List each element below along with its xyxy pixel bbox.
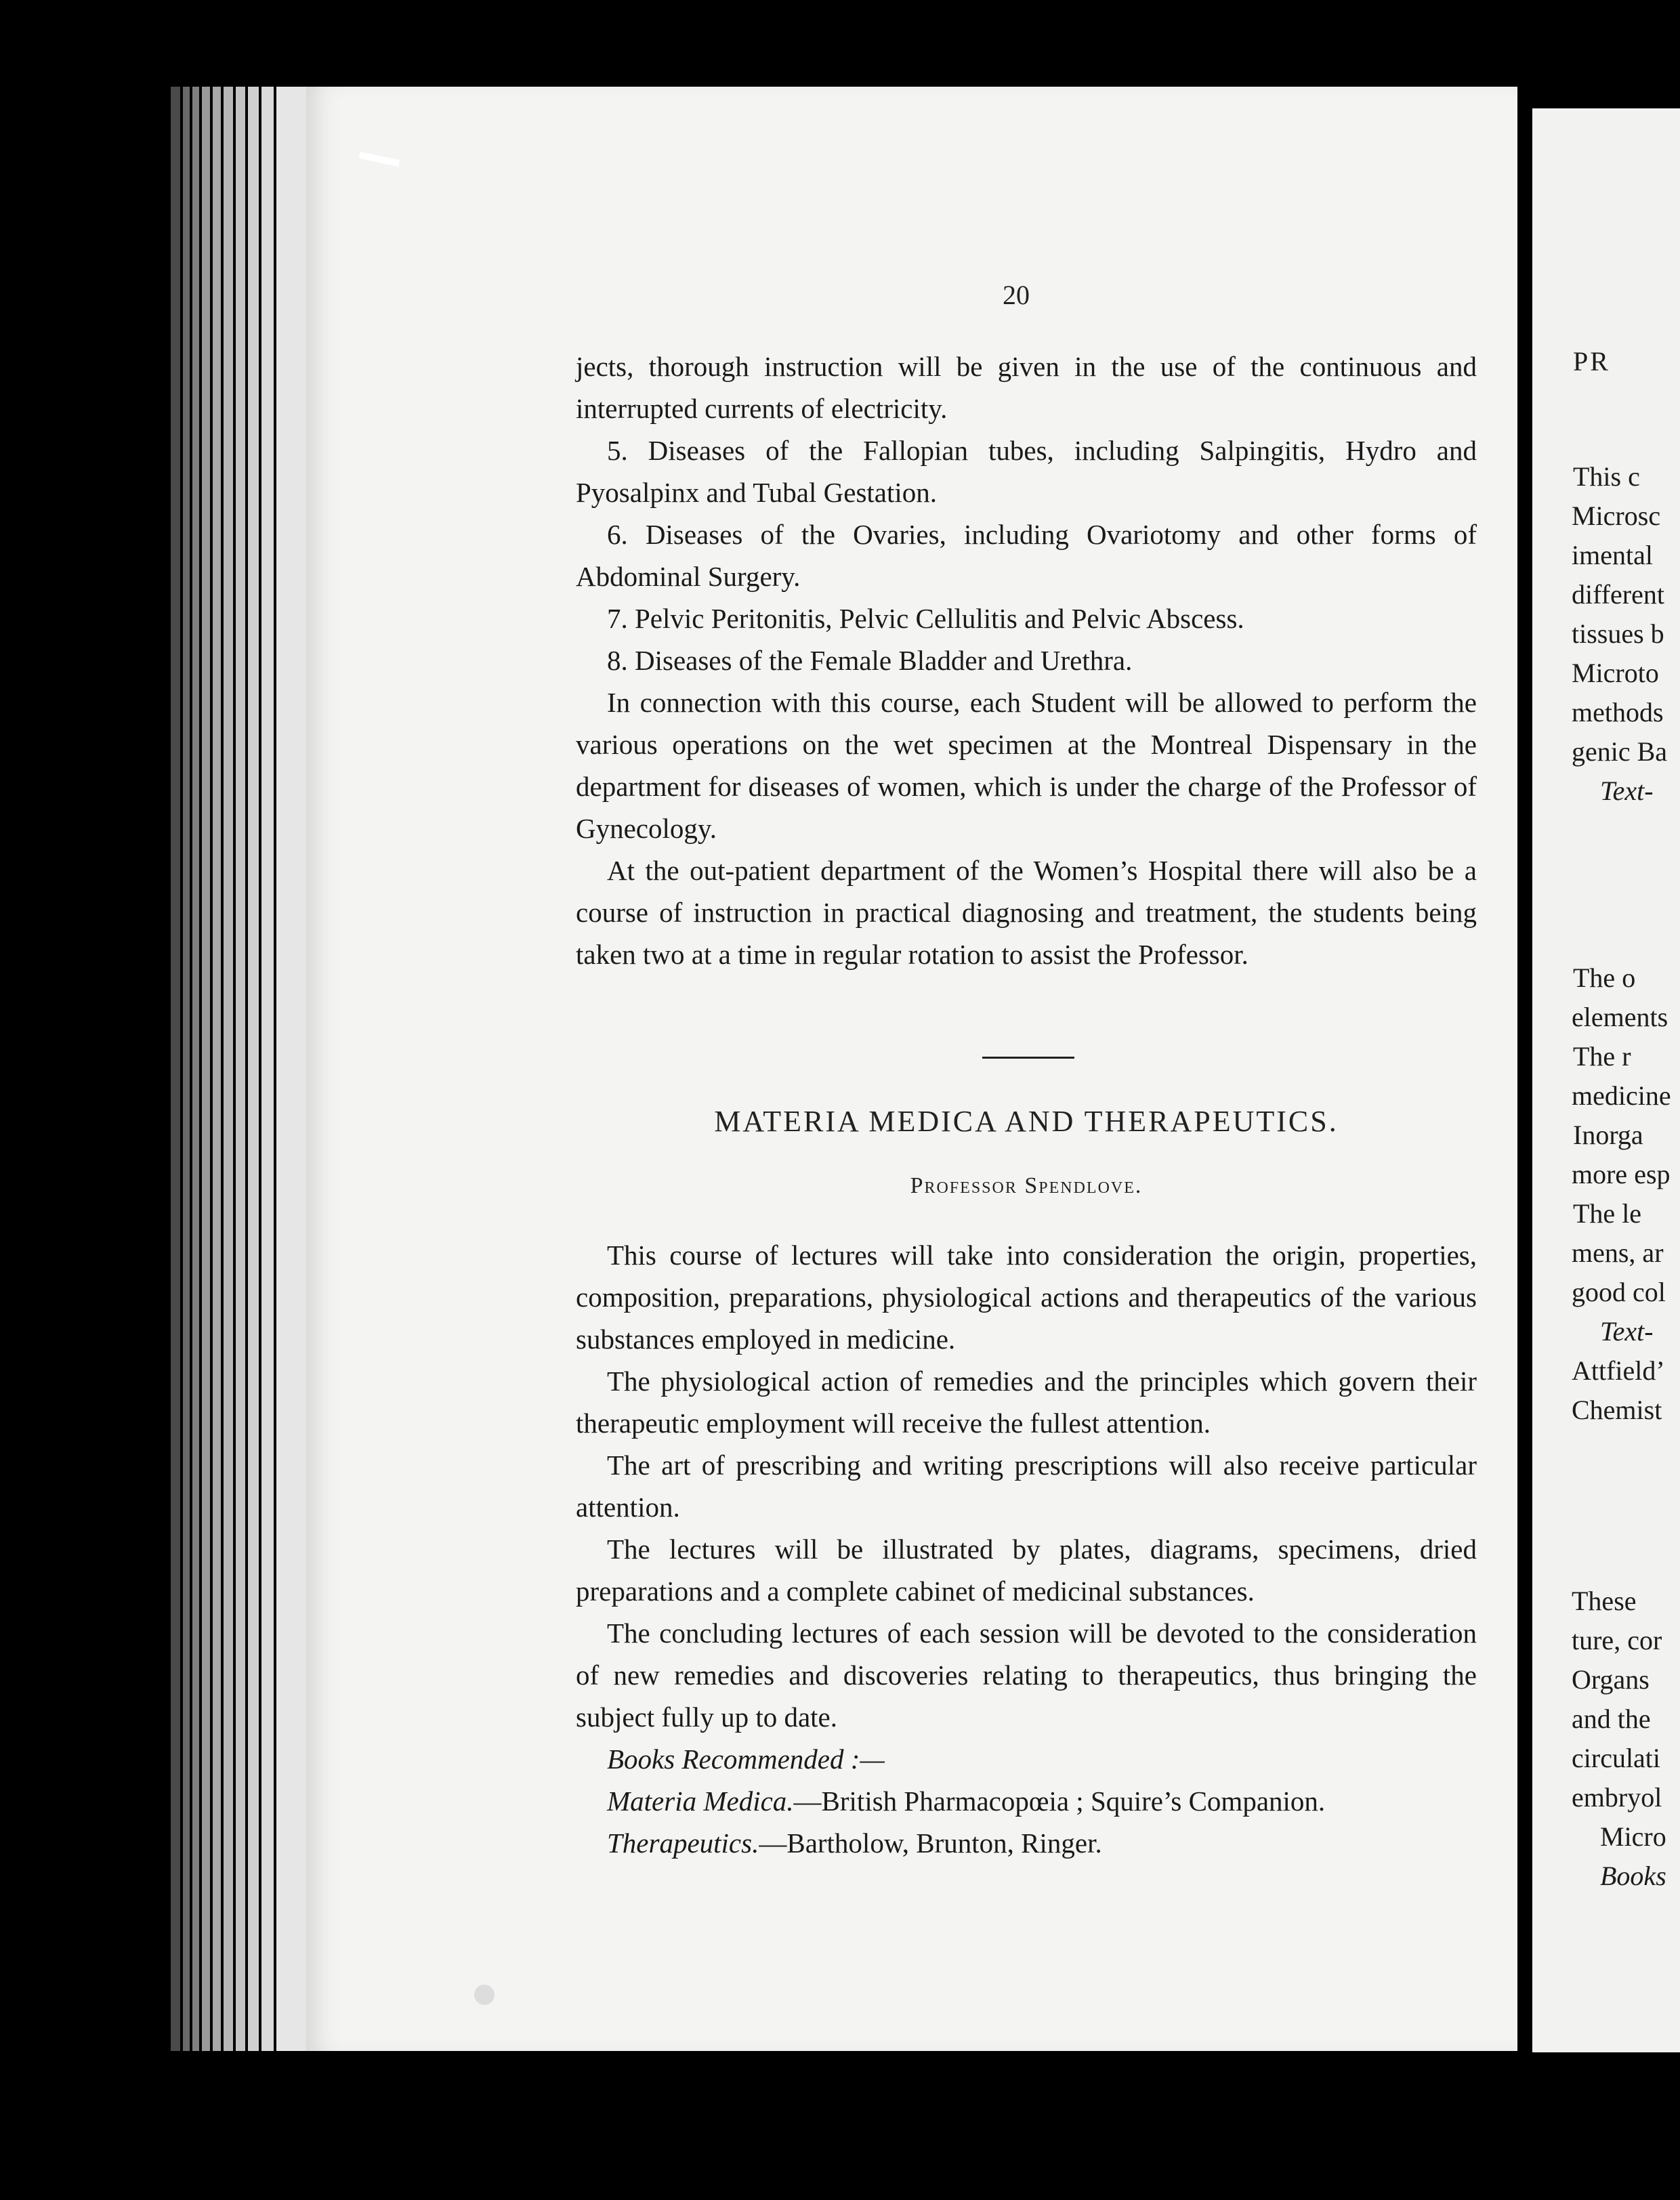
- right-fragment: methods: [1572, 697, 1664, 727]
- page-edge-stack: [171, 87, 306, 2051]
- right-fragment: Micro: [1600, 1821, 1666, 1852]
- right-fragment: genic Ba: [1572, 736, 1668, 767]
- section-title: MATERIA MEDICA AND THERAPEUTICS.: [714, 1105, 1339, 1138]
- right-fragment: This c: [1573, 461, 1640, 492]
- right-fragment: more esp: [1572, 1159, 1671, 1189]
- paragraph-physiological: The physiological action of remedies and the principles which govern their therapeutic employment will receive the fullest attention.: [576, 1366, 1477, 1439]
- professor-name: Professor Spendlove.: [910, 1173, 1143, 1198]
- right-fragment: Inorga: [1573, 1120, 1643, 1150]
- paragraph-course: This course of lectures will take into consideration the origin, properties, composition, preparations, physiological actions and therapeutics of the various substances employed in medicine.: [576, 1240, 1477, 1355]
- right-fragment: Microsc: [1572, 501, 1661, 531]
- right-fragment: PR: [1573, 346, 1610, 377]
- paragraph-connection: In connection with this course, each Student will be allowed to perform the various operations on the wet specimen at the Montreal Dispensary in the department for diseases of women, which is under the charge of the Professor of Gynecology.: [576, 687, 1477, 844]
- right-fragment: Text-: [1600, 776, 1654, 806]
- right-fragment: The o: [1573, 962, 1636, 993]
- right-fragment: mens, ar: [1572, 1238, 1664, 1268]
- paragraph-concluding: The concluding lectures of each session will be devoted to the consideration of new remedies and discoveries relating to therapeutics, thus bringing the subject fully up to date.: [576, 1617, 1477, 1733]
- paragraph-illustrated: The lectures will be illustrated by plates, diagrams, specimens, dried preparations and a complete cabinet of medicinal substances.: [576, 1533, 1477, 1607]
- right-fragment: different: [1572, 579, 1664, 610]
- section-divider: [982, 1057, 1074, 1059]
- list-item-5: 5. Diseases of the Fallopian tubes, including Salpingitis, Hydro and Pyosalpinx and Tubal Gestation.: [576, 435, 1477, 508]
- right-fragment: Chemist: [1572, 1395, 1662, 1425]
- right-fragment: Organs: [1572, 1664, 1650, 1695]
- right-fragment: medicine: [1572, 1080, 1671, 1111]
- right-fragment: elements: [1572, 1002, 1668, 1032]
- materia-label: Materia Medica.: [607, 1785, 794, 1817]
- paragraph-prescribing: The art of prescribing and writing prescriptions will also receive particular attention.: [576, 1450, 1477, 1523]
- right-fragment: circulati: [1572, 1743, 1661, 1773]
- right-fragment: imental: [1572, 540, 1653, 570]
- therapeutics-label: Therapeutics.: [607, 1827, 759, 1859]
- top-text: [576, 345, 1477, 975]
- right-fragment: and the: [1572, 1704, 1651, 1734]
- paragraph-continued: jects, thorough instruction will be given in the use of the continuous and interrupted currents of electricity.: [576, 351, 1477, 424]
- list-item-8: 8. Diseases of the Female Bladder and Urethra.: [607, 645, 1133, 676]
- book-gutter: [1517, 87, 1532, 2051]
- books-recommended: [576, 1738, 1477, 1780]
- right-fragment: The le: [1573, 1198, 1642, 1229]
- list-item-6: 6. Diseases of the Ovaries, including Ovariotomy and other forms of Abdominal Surgery.: [576, 519, 1477, 592]
- paragraph-outpatient: At the out-patient department of the Women’s Hospital there will also be a course of instruction in practical diagnosing and treatment, the students being taken two at a time in regular rotation to assist the Professor.: [576, 855, 1477, 970]
- bottom-text: [576, 1234, 1477, 1864]
- page-number: 20: [1003, 280, 1030, 310]
- right-fragment: tissues b: [1572, 618, 1664, 649]
- right-fragment: Books: [1600, 1861, 1666, 1891]
- materia-text: —British Pharmacopœia ; Squire’s Companion.: [793, 1785, 1326, 1817]
- right-fragment: The r: [1573, 1041, 1631, 1072]
- books-label: Books Recommended :—: [607, 1743, 885, 1775]
- right-fragment: These: [1572, 1586, 1637, 1616]
- therapeutics-books: [576, 1822, 1477, 1864]
- right-fragment: embryol: [1572, 1782, 1662, 1813]
- right-fragment: Microto: [1572, 658, 1659, 688]
- list-item-7: 7. Pelvic Peritonitis, Pelvic Cellulitis and Pelvic Abscess.: [607, 603, 1244, 634]
- right-fragment: ture, cor: [1572, 1625, 1662, 1655]
- right-fragment: Text-: [1600, 1316, 1654, 1347]
- right-page: [1532, 108, 1680, 2052]
- right-fragment: Attfield’: [1572, 1355, 1665, 1386]
- materia-medica-books: [576, 1780, 1477, 1822]
- right-fragment: good col: [1572, 1277, 1666, 1307]
- therapeutics-text: —Bartholow, Brunton, Ringer.: [759, 1827, 1102, 1859]
- scan-artifact: [474, 1985, 495, 2005]
